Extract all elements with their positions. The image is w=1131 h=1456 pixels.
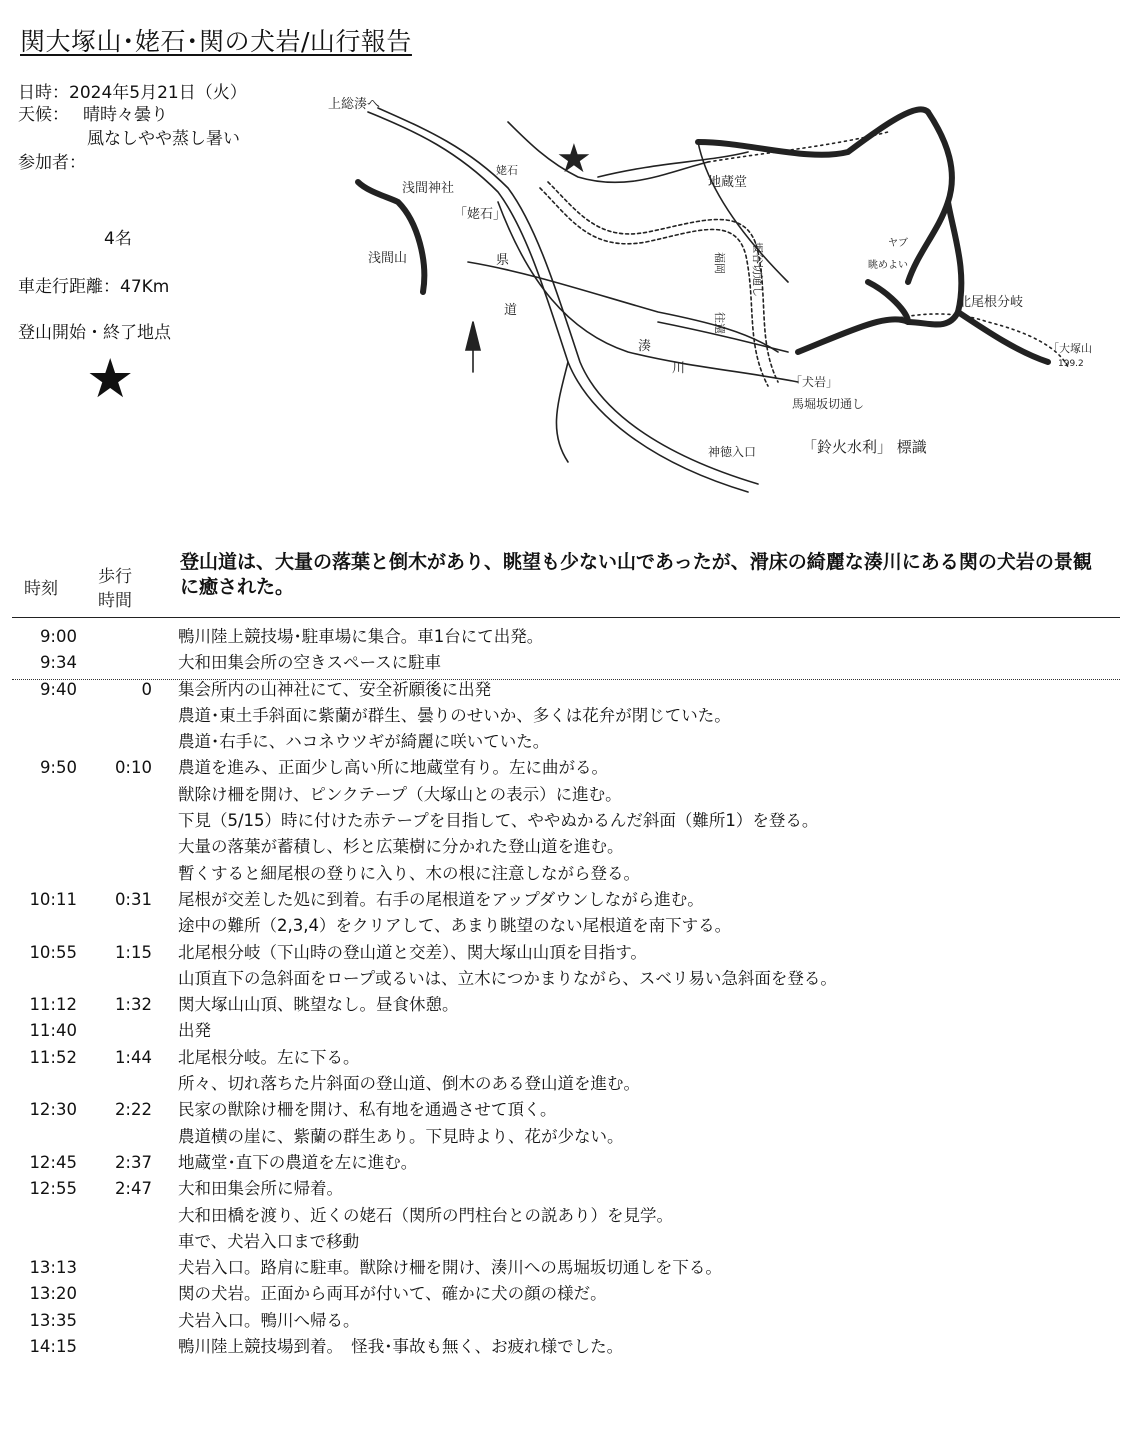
row-time: 10:55 — [29, 942, 77, 962]
table-row — [0, 624, 1131, 650]
header-time: 時刻 — [24, 579, 58, 599]
row-time: 13:35 — [29, 1310, 77, 1330]
start-end-star-icon: ★ — [86, 347, 135, 410]
row-description: 下見（5/15）時に付けた赤テープを目指して、ややぬかるんだ斜面（難所1）を登る。 — [178, 811, 819, 831]
row-description: 獣除け柵を開け、ピンクテープ（大塚山との表示）に進む。 — [178, 784, 622, 804]
table-row — [0, 1281, 1131, 1307]
row-time: 12:55 — [29, 1179, 77, 1199]
table-row — [0, 808, 1131, 834]
table-row — [0, 1018, 1131, 1044]
table-row — [0, 1097, 1131, 1123]
row-description: 農道横の崖に、紫蘭の群生あり。下見時より、花が少ない。 — [178, 1126, 624, 1146]
map-label-sekifuda: 「鈴火水利」 標識 — [802, 438, 927, 456]
table-row — [0, 1071, 1131, 1097]
row-description: 犬岩入口。鴨川へ帰る。 — [178, 1310, 360, 1330]
distance: 車走行距離：47Km — [18, 277, 170, 297]
row-walk-time: 1:44 — [114, 1047, 152, 1067]
table-row — [0, 992, 1131, 1018]
table-row — [0, 913, 1131, 939]
schedule-table — [0, 624, 1131, 1360]
row-walk-time: 2:37 — [114, 1152, 152, 1172]
table-row — [0, 650, 1131, 676]
map-label-mahori: 馬堀坂切通し — [792, 397, 865, 411]
map-label-saoka: 福岡 — [713, 252, 726, 274]
table-row — [0, 729, 1131, 755]
route-map — [328, 82, 1108, 502]
row-time: 10:11 — [29, 889, 77, 909]
table-row — [0, 755, 1131, 781]
row-time: 14:15 — [29, 1337, 77, 1357]
table-row — [0, 677, 1131, 703]
row-description: 北尾根分岐。左に下る。 — [178, 1047, 360, 1067]
map-label-sengenzan: 浅間山 — [368, 251, 408, 266]
map-label-jintoku: 神徳入口 — [708, 445, 757, 459]
map-label-kaiga: 堰谷切通し — [751, 242, 764, 297]
row-description: 犬岩入口。路肩に駐車。獣除け柵を開け、湊川への馬堀坂切通しを下る。 — [178, 1258, 722, 1278]
row-walk-time: 0:31 — [114, 889, 152, 909]
weather-line-2: 風なしやや蒸し暑い — [87, 129, 240, 149]
table-row — [0, 940, 1131, 966]
row-description: 関の犬岩。正面から両耳が付いて、確かに犬の顔の様だ。 — [178, 1284, 607, 1304]
table-row — [0, 1176, 1131, 1202]
table-row — [0, 834, 1131, 860]
row-time: 12:30 — [29, 1100, 77, 1120]
row-time: 11:40 — [29, 1021, 77, 1041]
row-walk-time: 2:22 — [114, 1100, 152, 1120]
row-walk-time: 1:15 — [114, 942, 152, 962]
table-row — [0, 1045, 1131, 1071]
row-description: 関大塚山山頂、眺望なし。昼食休憩。 — [178, 995, 459, 1015]
row-time: 9:00 — [39, 627, 77, 646]
row-description: 途中の難所（2,3,4）をクリアして、あまり眺望のない尾根道を南下する。 — [178, 916, 732, 936]
map-start-star-icon: ★ — [556, 136, 592, 182]
table-row — [0, 782, 1131, 808]
map-label-do: 道 — [504, 303, 518, 318]
map-label-otsuka: 「大塚山 — [1048, 342, 1092, 355]
table-row — [0, 966, 1131, 992]
table-row — [0, 1124, 1131, 1150]
map-label-ubaishi: 「姥石」 — [454, 207, 507, 222]
map-label-sengen-jinja: 浅間神社 — [402, 181, 455, 196]
row-description: 北尾根分岐（下山時の登山道と交差）、関大塚山山頂を目指す。 — [178, 942, 647, 962]
info-weather — [18, 104, 168, 126]
summary-text: 登山道は、大量の落葉と倒木があり、眺望も少ない山であったが、滑床の綺麗な湊川にある関の犬岩の景観に癒された。 — [180, 551, 1092, 598]
row-description: 民家の獣除け柵を開け、私有地を通過させて頂く。 — [178, 1100, 557, 1120]
row-walk-time: 0 — [141, 679, 152, 699]
table-row — [0, 1150, 1131, 1176]
table-row — [0, 1203, 1131, 1229]
page-title: 関大塚山･姥石･関の犬岩/山行報告 — [20, 27, 412, 56]
row-description: 大和田集会所の空きスペースに駐車 — [178, 653, 442, 673]
row-description: 農道を進み、正面少し高い所に地蔵堂有り。左に曲がる。 — [178, 758, 608, 778]
map-label-ken: 県 — [496, 253, 510, 268]
row-time: 12:45 — [29, 1152, 77, 1172]
table-row — [0, 1334, 1131, 1360]
row-walk-time: 0:10 — [114, 758, 152, 778]
weather-line-1: 晴時々曇り — [83, 105, 168, 125]
info-date: 日時：2024年5月21日（火） — [18, 83, 247, 103]
table-row — [0, 887, 1131, 913]
row-time: 9:40 — [39, 679, 77, 699]
row-time: 9:34 — [39, 653, 77, 673]
participants-label: 参加者： — [18, 153, 86, 173]
row-description: 地蔵堂･直下の農道を左に進む。 — [178, 1152, 418, 1172]
row-time: 13:13 — [29, 1258, 77, 1278]
header-walk-2: 時間 — [98, 591, 132, 611]
map-label-oukan: 往還 — [713, 312, 726, 334]
map-label-inuiwa: 「犬岩」 — [790, 375, 839, 389]
start-end-label: 登山開始・終了地点 — [18, 323, 171, 343]
row-description: 大和田橋を渡り、近くの姥石（関所の門柱台との説あり）を見学。 — [178, 1205, 673, 1225]
row-description: 暫くすると細尾根の登りに入り、木の根に注意しながら登る。 — [178, 863, 640, 883]
row-description: 所々、切れ落ちた片斜面の登山道、倒木のある登山道を進む。 — [178, 1074, 640, 1094]
row-time: 9:50 — [39, 758, 77, 778]
row-description: 集会所内の山神社にて、安全祈願後に出発 — [178, 679, 492, 699]
map-label-kazusa: 上総湊へ — [328, 97, 381, 112]
header-divider — [12, 617, 1120, 618]
map-label-yabu: ヤブ — [888, 238, 908, 249]
table-row — [0, 861, 1131, 887]
row-description: 出発 — [178, 1021, 211, 1041]
weather-label: 天候： — [18, 105, 69, 125]
row-description: 車で、犬岩入口まで移動 — [178, 1231, 360, 1251]
participants-count: 4名 — [104, 229, 132, 249]
header-walk-1: 歩行 — [98, 567, 132, 587]
row-description: 鴨川陸上競技場到着。 怪我･事故も無く、お疲れ様でした。 — [178, 1337, 624, 1357]
map-label-nagame: 眺めよい — [868, 260, 908, 271]
row-description: 大和田集会所に帰着。 — [178, 1179, 343, 1199]
map-label-minato: 湊 — [638, 339, 652, 354]
row-time: 11:52 — [29, 1047, 77, 1067]
row-walk-time: 2:47 — [114, 1179, 152, 1199]
map-label-kitaone: 北尾根分岐 — [958, 295, 1024, 310]
row-description: 農道･東土手斜面に紫蘭が群生、曇りのせいか、多くは花弁が閉じていた。 — [178, 705, 731, 725]
row-description: 農道･右手に、ハコネウツギが綺麗に咲いていた。 — [178, 732, 550, 752]
map-label-jizodo: 地蔵堂 — [708, 175, 748, 190]
row-time: 13:20 — [29, 1284, 77, 1304]
row-description: 尾根が交差した処に到着。右手の尾根道をアップダウンしながら進む。 — [178, 889, 704, 909]
table-row — [0, 1229, 1131, 1255]
table-row — [0, 703, 1131, 729]
map-label-kawa: 川 — [672, 361, 686, 376]
map-label-ubaishi-top: 姥石 — [496, 164, 518, 177]
row-description: 山頂直下の急斜面をロープ或るいは、立木につかまりながら、スベリ易い急斜面を登る。 — [178, 968, 837, 988]
row-description: 鴨川陸上競技場･駐車場に集合。車1台にて出発。 — [178, 627, 544, 646]
row-walk-time: 1:32 — [114, 995, 152, 1015]
table-row — [0, 1255, 1131, 1281]
row-time: 11:12 — [29, 995, 77, 1015]
table-row — [0, 1308, 1131, 1334]
map-label-otsuka-h: 199.2 — [1058, 359, 1084, 369]
row-description: 大量の落葉が蓄積し、杉と広葉樹に分かれた登山道を進む。 — [178, 837, 624, 857]
